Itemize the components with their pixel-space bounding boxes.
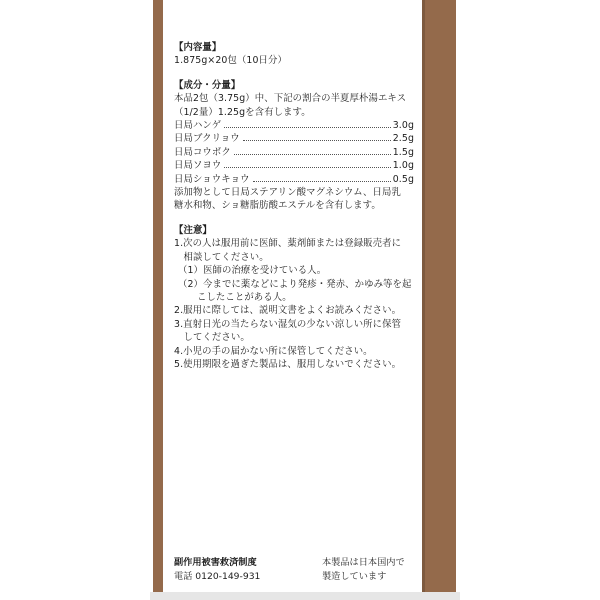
composition-intro-line: 本品2包（3.75g）中、下記の割合の半夏厚朴湯エキス (174, 93, 407, 105)
composition-intro-line: （1/2量）1.25gを含有します。 (174, 106, 311, 118)
caution-line: 2.服用に際しては、説明文書をよくお読みください。 (174, 305, 402, 317)
caution-line: 1.次の人は服用前に医師、薬剤師または登録販売者に (174, 238, 402, 250)
caution-line: （1）医師の治療を受けている人。 (178, 265, 327, 277)
origin-line: 本製品は日本国内で (322, 557, 405, 568)
leader-dots (224, 167, 390, 168)
additive-line: 添加物として日局ステアリン酸マグネシウム、日局乳 (174, 187, 401, 199)
additive-line: 糖水和物、ショ糖脂肪酸エステルを含有します。 (174, 200, 381, 212)
leader-dots (253, 181, 391, 182)
ingredient-amount: 1.0g (392, 160, 414, 172)
caution-line: してください。 (174, 332, 250, 344)
ingredient-row (174, 173, 414, 186)
ingredient-name: 日局ソヨウ (174, 160, 222, 172)
caution-line: 4.小児の手の届かない所に保管してください。 (174, 345, 373, 357)
ingredient-name: 日局ブクリョウ (174, 133, 240, 145)
content-heading: 【内容量】 (174, 42, 222, 53)
ingredient-row (174, 119, 414, 132)
box-bottom-edge (150, 592, 460, 600)
caution-line: 3.直射日光の当たらない湿気の少ない涼しい所に保管 (174, 318, 402, 330)
relief-system-block (174, 556, 260, 583)
leader-dots (224, 127, 391, 128)
composition-heading: 【成分・分量】 (174, 79, 241, 91)
ingredient-row (174, 132, 414, 145)
caution-line: 5.使用期限を過ぎた製品は、服用しないでください。 (174, 358, 402, 370)
leader-dots (234, 154, 391, 155)
origin-line: 製造しています (322, 570, 387, 582)
ingredient-amount: 1.5g (392, 146, 414, 158)
origin-block (322, 556, 405, 583)
cautions-heading: 【注意】 (174, 224, 212, 236)
box-flap-brown (425, 10, 453, 600)
label-text-block (174, 41, 414, 371)
caution-line: こしたことがある人。 (178, 291, 292, 303)
content-value: 1.875g×20包（10日分） (174, 55, 287, 67)
ingredient-row (174, 159, 414, 172)
leader-dots (243, 140, 391, 141)
relief-system-title: 副作用被害救済制度 (174, 557, 257, 568)
ingredient-amount: 0.5g (392, 173, 414, 185)
relief-system-phone: 電話 0120-149-931 (174, 570, 261, 582)
ingredient-amount: 2.5g (392, 133, 414, 145)
ingredient-name: 日局ショウキョウ (174, 173, 250, 185)
caution-line: （2）今までに薬などにより発疹・発赤、かゆみ等を起 (178, 278, 412, 290)
ingredient-name: 日局コウボク (174, 146, 231, 158)
ingredient-amount: 3.0g (392, 120, 414, 132)
caution-line: 相談してください。 (174, 251, 269, 263)
ingredient-name: 日局ハンゲ (174, 120, 222, 132)
ingredient-row (174, 146, 414, 159)
